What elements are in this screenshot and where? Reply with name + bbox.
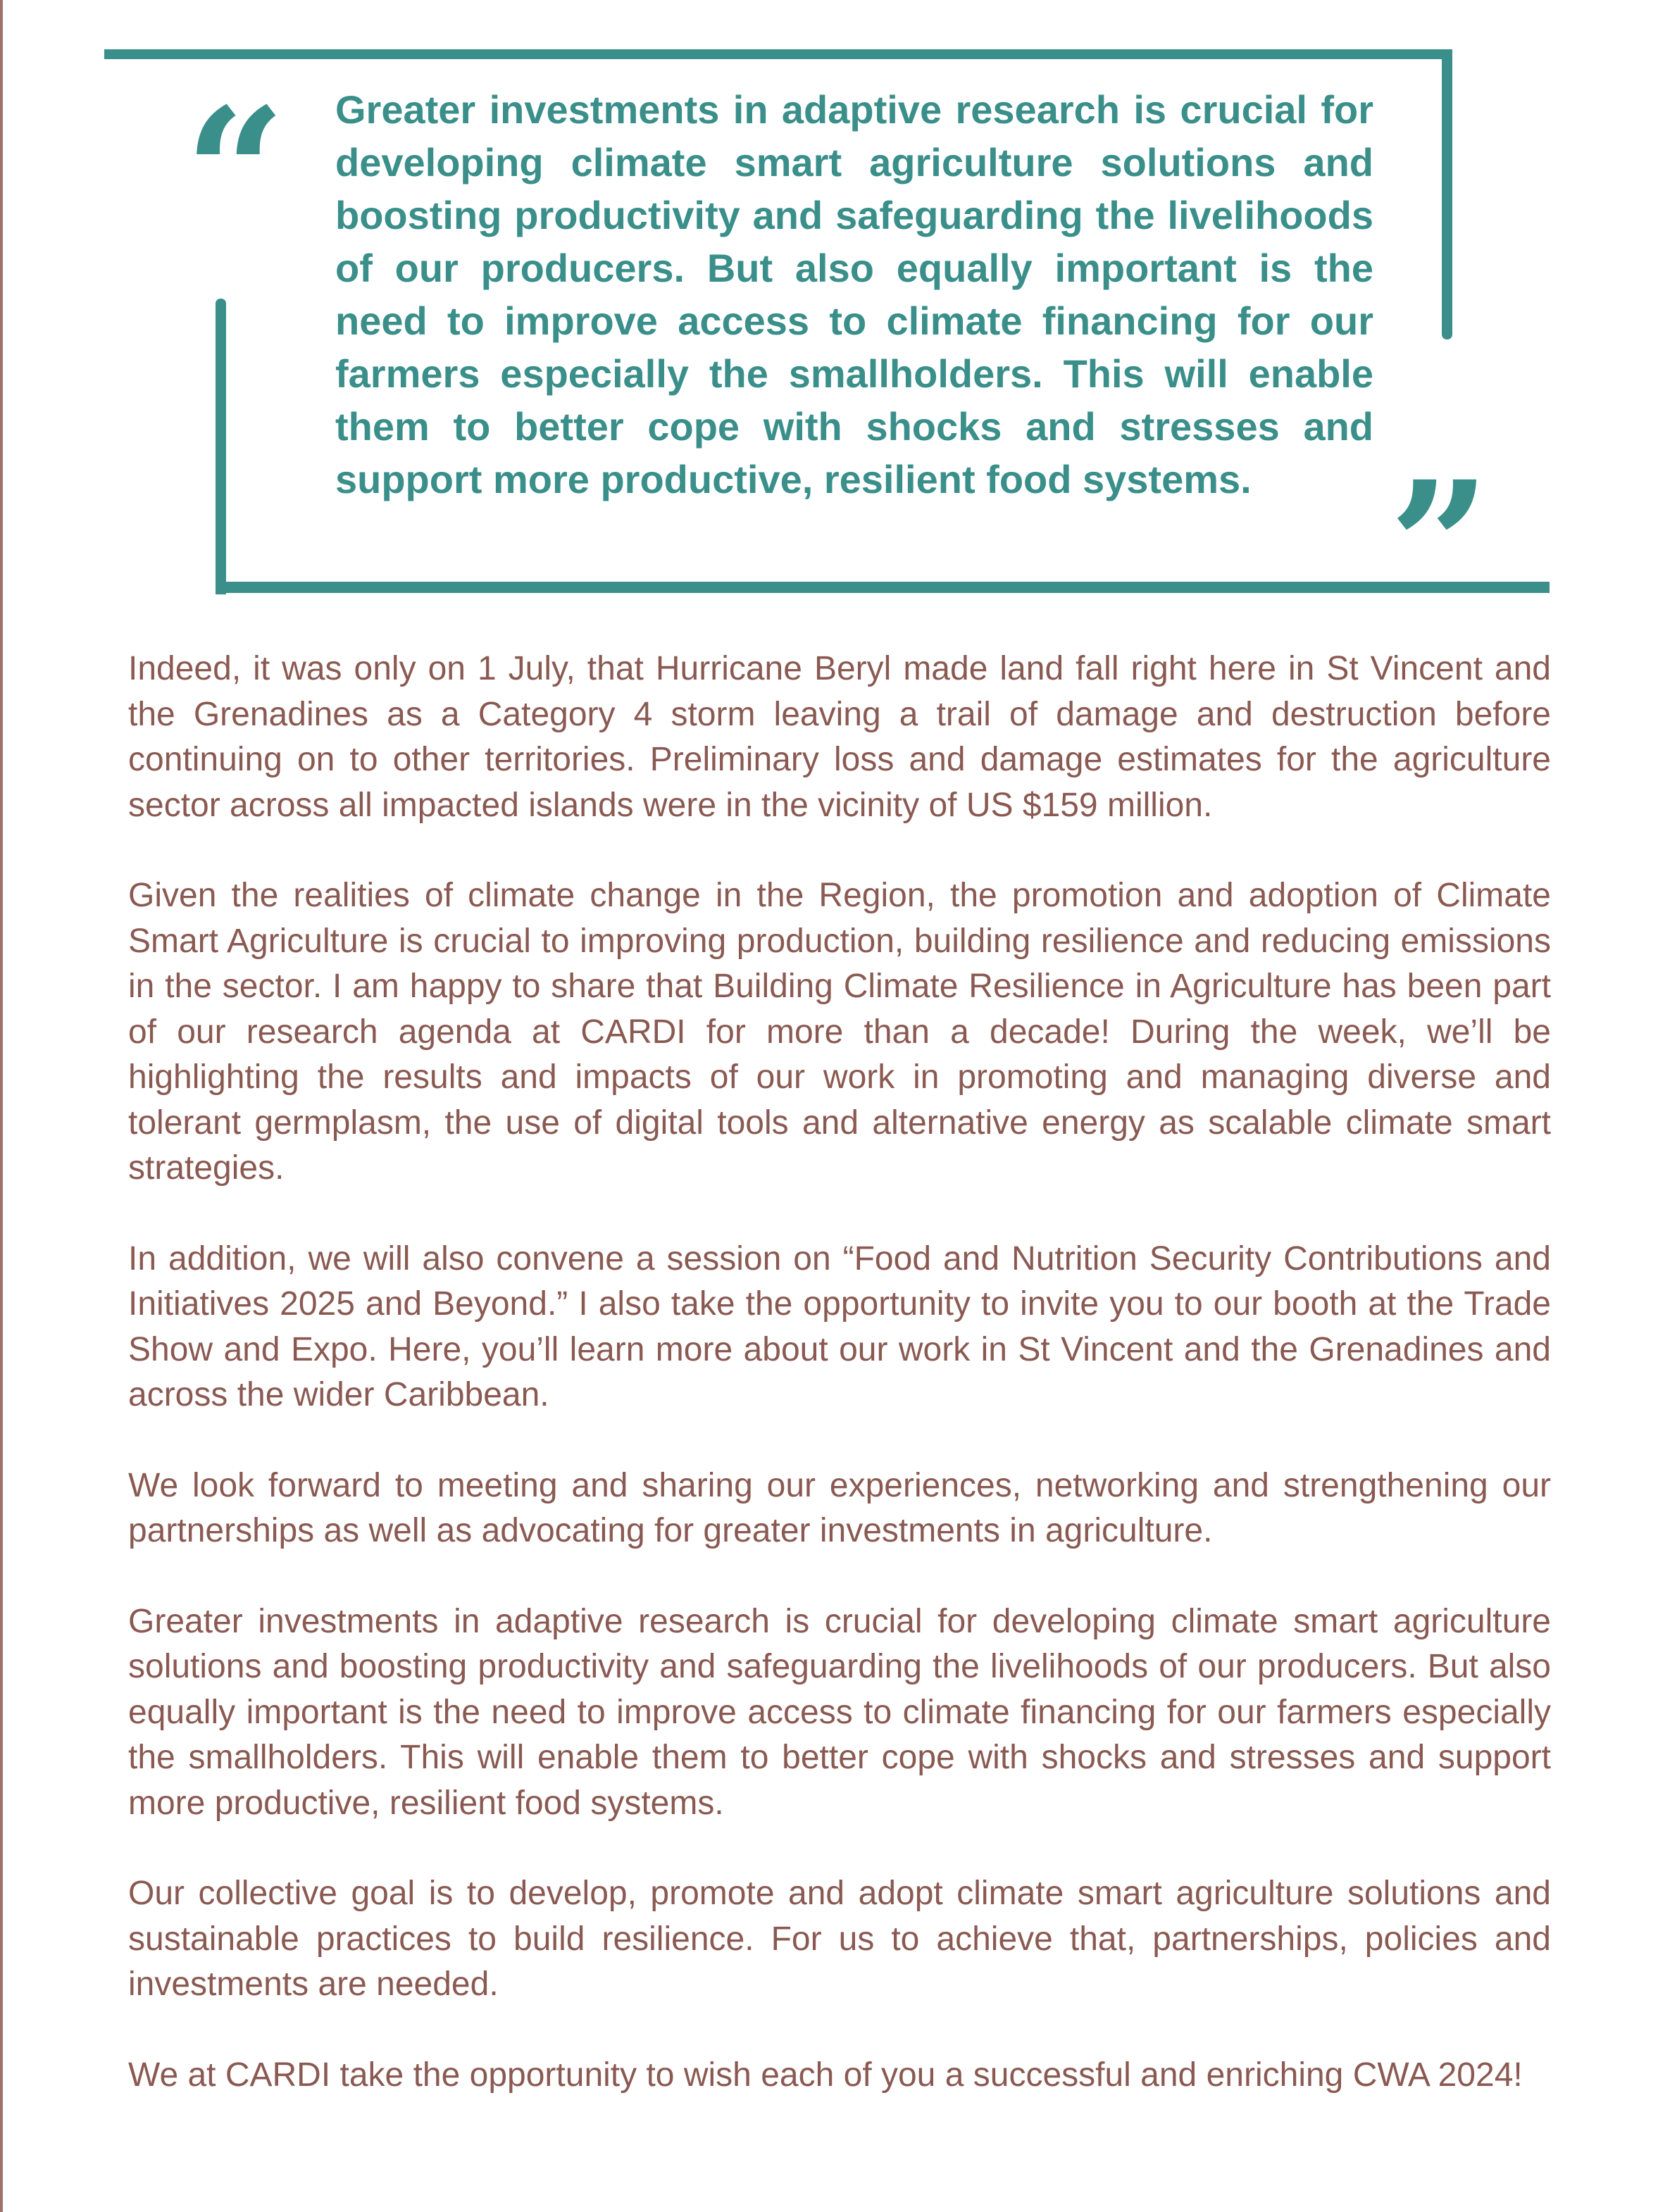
body-paragraph: Our collective goal is to develop, promote and adopt climate smart agriculture solutions and sustainable practices to build resilience. For us to achieve that, partnerships, policies and investments are needed. bbox=[128, 1875, 1551, 2003]
pull-quote-text: Greater investments in adaptive research is crucial for developing climate smart agriculture solutions and boosting productivity and safeguarding the livelihoods of our producers. But also equally important is the need to improve access to climate financing for our farmers especially the smallholders. This will enable them to better cope with shocks and stresses and support more productive, resilient food systems. bbox=[335, 87, 1373, 501]
body-paragraph: We at CARDI take the opportunity to wish each of you a successful and enriching CWA 2024! bbox=[128, 2056, 1523, 2094]
close-quote-icon: ” bbox=[1389, 442, 1490, 649]
frame-bottom-bar bbox=[216, 582, 1550, 593]
body-paragraph: We look forward to meeting and sharing our experiences, networking and strengthening our partnerships as well as advocating for greater investments in agriculture. bbox=[128, 1466, 1551, 1549]
body-paragraph: Indeed, it was only on 1 July, that Hurricane Beryl made land fall right here in St Vincent and the Grenadines as a Category 4 storm leaving a trail of damage and destruction before continuing on to other territories. Preliminary loss and damage estimates for the agriculture sector across all impacted islands were in the vicinity of US $159 million. bbox=[128, 650, 1551, 824]
page-left-rule bbox=[0, 0, 3, 2212]
frame-top-bar bbox=[104, 49, 1452, 59]
frame-right-bar bbox=[1442, 49, 1452, 339]
body-paragraph: Given the realities of climate change in the Region, the promotion and adoption of Climate Smart Agriculture is crucial to improving production, building resilience and reducing emissions in the sector. I am happy to share that Building Climate Resilience in Agriculture has been part of our research agenda at CARDI for more than a decade! During the week, we’ll be highlighting the results and impacts of our work in promoting and managing diverse and tolerant germplasm, the use of digital tools and alternative energy as scalable climate smart strategies. bbox=[128, 877, 1551, 1187]
body-paragraph: In addition, we will also convene a session on “Food and Nutrition Security Contributions and Initiatives 2025 and Beyond.” I also take the opportunity to invite you to our booth at the Trade Show and Expo. Here, you’ll learn more about our work in St Vincent and the Grenadines and across the wider Caribbean. bbox=[128, 1239, 1551, 1413]
frame-left-bar bbox=[216, 299, 226, 594]
open-quote-icon: “ bbox=[185, 69, 286, 276]
article-body bbox=[128, 646, 1551, 2143]
body-paragraph: Greater investments in adaptive research is crucial for developing climate smart agriculture solutions and boosting productivity and safeguarding the livelihoods of our producers. But also equally important is the need to improve access to climate financing for our farmers especially the smallholders. This will enable them to better cope with shocks and stresses and support more productive, resilient food systems. bbox=[128, 1602, 1551, 1822]
